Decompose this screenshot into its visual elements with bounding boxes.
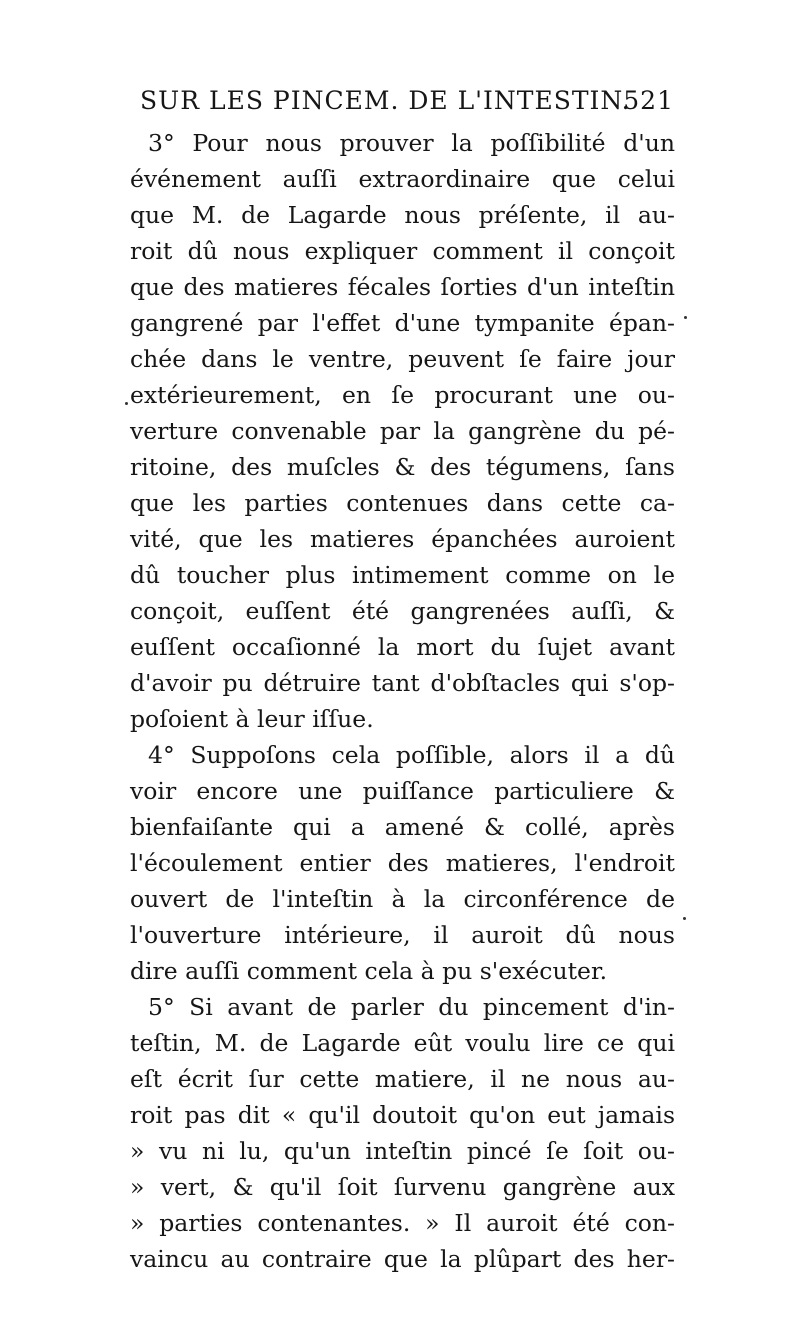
text-line: que les parties contenues dans cette ca- (130, 489, 675, 517)
text-line: gangrené par l'effet d'une tympanite épan- (130, 309, 675, 337)
text-line: 3° Pour nous prouver la poſſibilité d'un (148, 129, 675, 157)
ink-speck (125, 402, 128, 405)
text-line: ritoine, des muſcles & des tégumens, ſans (130, 453, 675, 481)
text-line: poſoient à leur iſſue. (130, 705, 374, 733)
text-line: l'ouverture intérieure, il auroit dû nous (130, 921, 675, 949)
text-line: 5° Si avant de parler du pincement d'in- (148, 993, 675, 1021)
text-line: conçoit, euſſent été gangrenées auſſi, & (130, 597, 675, 625)
text-line: dû toucher plus intimement comme on le (130, 561, 675, 589)
text-line: d'avoir pu détruire tant d'obſtacles qui s'op- (130, 669, 675, 697)
ink-speck (684, 316, 687, 319)
text-line: événement auſſi extraordinaire que celui (130, 165, 675, 193)
text-line: l'écoulement entier des matieres, l'endroit (130, 849, 675, 877)
running-header (140, 78, 680, 118)
text-line: » parties contenantes. » Il auroit été con- (130, 1209, 675, 1237)
text-line: vité, que les matieres épanchées auroient (130, 525, 675, 553)
text-line: que M. de Lagarde nous préſente, il au- (130, 201, 675, 229)
text-line: vaincu au contraire que la plûpart des her- (130, 1245, 675, 1273)
text-line: que des matieres fécales ſorties d'un inteſtin (130, 273, 675, 301)
text-line: bienfaiſante qui a amené & collé, après (130, 813, 675, 841)
ink-speck (683, 917, 686, 920)
body-text (130, 125, 675, 1277)
page-number: 521 (623, 86, 674, 115)
text-line: eſt écrit ſur cette matiere, il ne nous au- (130, 1065, 675, 1093)
text-line: voir encore une puiſſance particuliere & (130, 777, 675, 805)
text-line: dire auſſi comment cela à pu s'exécuter. (130, 957, 608, 985)
text-line: roit pas dit « qu'il doutoit qu'on eut jamais (130, 1101, 675, 1129)
text-line: roit dû nous expliquer comment il conçoit (130, 237, 675, 265)
text-line: teſtin, M. de Lagarde eût voulu lire ce qui (130, 1029, 675, 1057)
text-line: chée dans le ventre, peuvent ſe faire jour (130, 345, 675, 373)
text-line: » vert, & qu'il ſoit ſurvenu gangrène aux (130, 1173, 675, 1201)
text-line: euſſent occaſionné la mort du ſujet avant (130, 633, 675, 661)
running-title: SUR LES PINCEM. DE L'INTESTIN. (140, 86, 631, 115)
text-line: » vu ni lu, qu'un inteſtin pincé ſe ſoit ou- (130, 1137, 675, 1165)
text-line: 4° Suppoſons cela poſſible, alors il a dû (148, 741, 675, 769)
text-line: ouvert de l'inteſtin à la circonférence de (130, 885, 675, 913)
text-line: verture convenable par la gangrène du pé- (130, 417, 675, 445)
text-line: extérieurement, en ſe procurant une ou- (130, 381, 675, 409)
